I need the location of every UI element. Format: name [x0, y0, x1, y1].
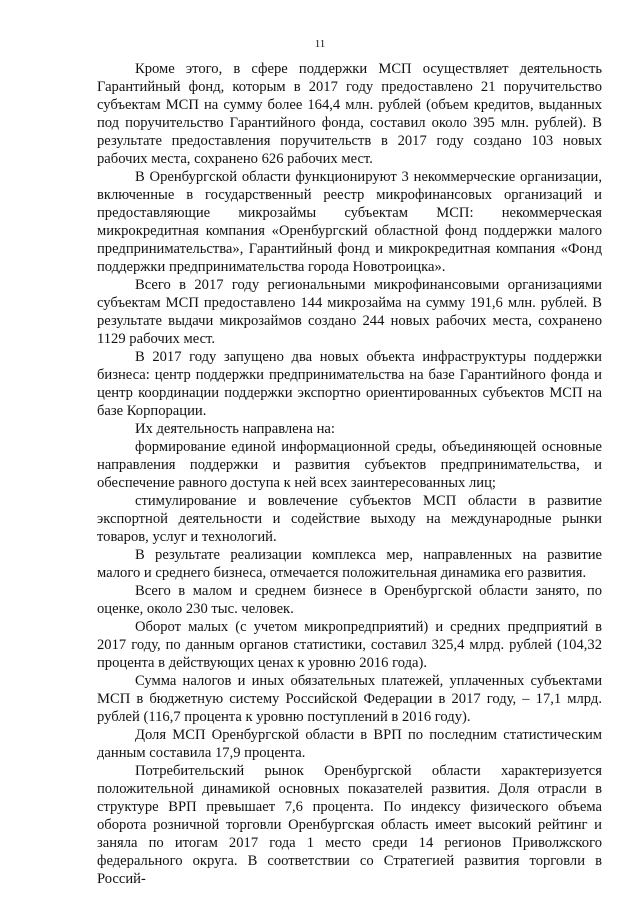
- paragraph: Всего в малом и среднем бизнесе в Оренбургской области занято, по оценке, около 230 тыс. человек.: [97, 583, 602, 617]
- document-body: [97, 60, 602, 888]
- paragraph: В результате реализации комплекса мер, направленных на развитие малого и среднего бизнеса, отмечается положительная динамика его развития.: [97, 547, 602, 581]
- page-number: 11: [314, 38, 326, 50]
- paragraph: Кроме этого, в сфере поддержки МСП осуществляет деятельность Гарантийный фонд, которым в 2017 году предоставлено 21 поручительство субъектам МСП на сумму более 164,4 млн. рублей (объем кредитов, выданных под поручительство Гарантийного фонда, составил около 395 млн. рублей). В результате предоставления поручительств в 2017 году создано 103 новых рабочих места, сохранено 626 рабочих мест.: [97, 61, 602, 167]
- paragraph: Потребительский рынок Оренбургской области характеризуется положительной динамикой основных показателей развития. Доля отрасли в структуре ВРП превышает 7,6 процента. По индексу физического объема оборота розничной торговли Оренбургская область имеет высокий рейтинг и заняла по итогам 2017 года 1 место среди 14 регионов Приволжского федерального округа. В соответствии со Стратегией развития торговли в Россий-: [97, 763, 602, 887]
- paragraph: Доля МСП Оренбургской области в ВРП по последним статистическим данным составила 17,9 процента.: [97, 727, 602, 761]
- paragraph: Их деятельность направлена на:: [135, 421, 335, 437]
- paragraph: В 2017 году запущено два новых объекта инфраструктуры поддержки бизнеса: центр поддержки предпринимательства на базе Гарантийного фонда и центр координации поддержки экспортно ориентированных субъектов МСП на базе Корпорации.: [97, 349, 602, 419]
- list-item: стимулирование и вовлечение субъектов МСП области в развитие экспортной деятельности и содействие выходу на международные рынки товаров, услуг и технологий.: [97, 493, 602, 545]
- paragraph: Сумма налогов и иных обязательных платежей, уплаченных субъектами МСП в бюджетную систему Российской Федерации в 2017 году, – 17,1 млрд. рублей (116,7 процента к уровню поступлений в 2016 году).: [97, 673, 602, 725]
- paragraph: В Оренбургской области функционируют 3 некоммерческие организации, включенные в государственный реестр микрофинансовых организаций и предоставляющие микрозаймы субъектам МСП: некоммерческая микрокредитная компания «Оренбургский областной фонд поддержки малого предпринимательства», Гарантийный фонд и микрокредитная компания «Фонд поддержки предпринимательства города Новотроицка».: [97, 169, 602, 275]
- paragraph: Оборот малых (с учетом микропредприятий) и средних предприятий в 2017 году, по данным органов статистики, составил 325,4 млрд. рублей (104,32 процента в действующих ценах к уровню 2016 года).: [97, 619, 602, 671]
- paragraph: Всего в 2017 году региональными микрофинансовыми организациями субъектам МСП предоставлено 144 микрозайма на сумму 191,6 млн. рублей. В результате выдачи микрозаймов создано 244 новых рабочих места, сохранено 1129 рабочих мест.: [97, 277, 602, 347]
- list-item: формирование единой информационной среды, объединяющей основные направления поддержки и развития субъектов предпринимательства, и обеспечение равного доступа к ней всех заинтересованных лиц;: [97, 439, 602, 491]
